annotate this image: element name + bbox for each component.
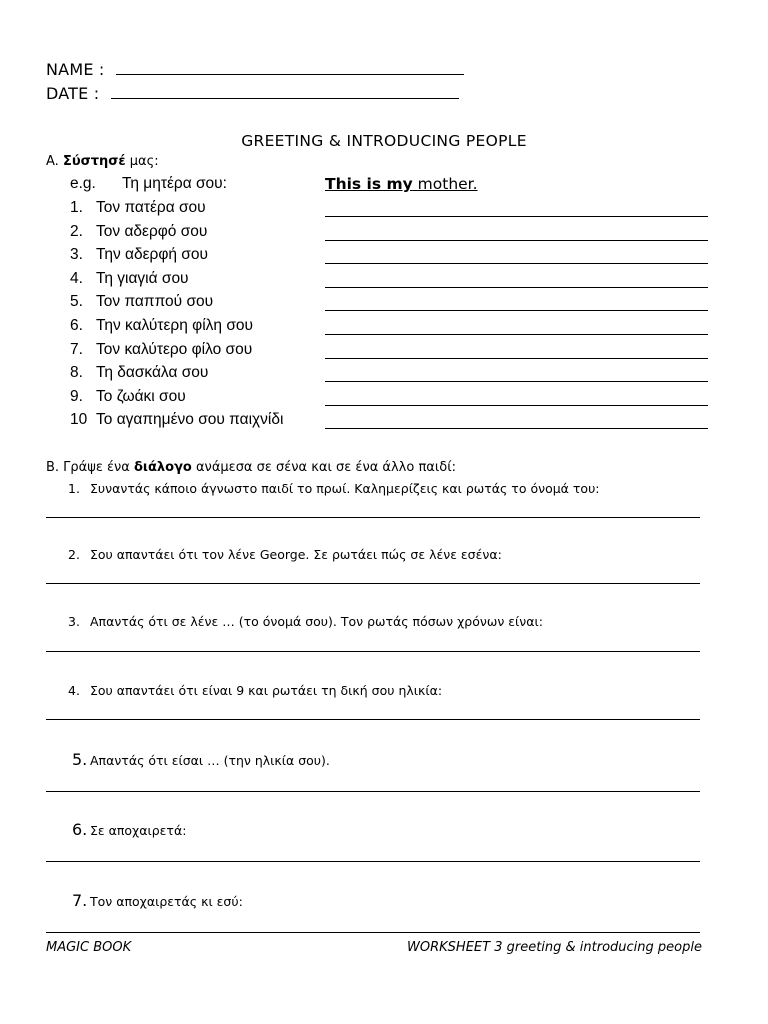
question-text: Απαντάς ότι είσαι … (την ηλικία σου). [90,753,330,768]
section-b-heading: B. Γράψε ένα διάλογο ανάμεσα σε σένα και σε ένα άλλο παιδί: [46,460,456,475]
section-a-item [70,199,206,217]
name-blank[interactable] [116,74,464,75]
question-number: 3. [68,614,80,629]
item-number: 10 [70,411,88,429]
item-number: 9. [70,387,83,405]
item-text: Τη δασκάλα σου [96,364,209,382]
question-text: Σου απαντάει ότι τον λένε George. Σε ρωτάει πώς σε λένε εσένα: [90,547,502,562]
item-text: Τον πατέρα σου [96,199,206,216]
answer-line[interactable] [46,791,700,792]
section-b-question [72,750,330,769]
date-blank[interactable] [111,98,459,99]
question-text: Συναντάς κάποιο άγνωστο παιδί το πρωί. Καλημερίζεις και ρωτάς το όνομά του: [90,481,600,496]
date-label: DATE : [46,84,100,103]
section-b-question [68,481,600,496]
item-number: 5. [70,293,83,311]
section-a-item [70,411,283,429]
section-a-item [70,246,208,264]
section-a-item [70,388,186,406]
question-text: Απαντάς ότι σε λένε … (το όνομά σου). Τον ρωτάς πόσων χρόνων είναι: [90,614,543,629]
answer-line[interactable] [325,358,708,359]
item-text: Την αδερφή σου [96,246,208,264]
item-text: Το αγαπημένο σου παιχνίδι [96,411,284,429]
section-a-item [70,317,253,335]
question-text: Σου απαντάει ότι είναι 9 και ρωτάει τη δική σου ηλικία: [90,683,443,698]
footer-right: WORKSHEET 3 greeting & introducing people [407,940,702,955]
question-number: 1. [68,481,80,496]
item-number: 4. [70,269,83,287]
section-a-item [70,270,189,288]
item-text: Τη γιαγιά σου [96,269,189,287]
section-b-question [68,547,502,562]
item-number: 3. [70,246,83,264]
item-text: Την καλύτερη φίλη σου [96,317,253,334]
answer-line[interactable] [46,583,700,584]
answer-line[interactable] [325,310,708,311]
answer-line[interactable] [46,517,700,518]
question-number: 7. [72,891,88,910]
section-b-question [68,614,543,629]
example-answer: This is my mother. [325,175,478,193]
section-b-question [68,683,442,698]
section-a-heading: A. Σύστησέ μας: [46,154,159,169]
answer-line[interactable] [46,719,700,720]
name-label: NAME : [46,60,105,79]
question-text: Σε αποχαιρετά: [90,823,187,838]
page-title: GREETING & INTRODUCING PEOPLE [241,132,527,150]
item-number: 7. [70,340,83,358]
answer-line[interactable] [325,216,708,217]
section-b-question [72,820,186,839]
footer-left: MAGIC BOOK [46,940,132,955]
question-text: Τον αποχαιρετάς κι εσύ: [90,894,243,909]
example-prompt: e.g. Τη μητέρα σου: [70,175,227,192]
section-b-question [72,891,243,910]
section-a-item [70,341,252,359]
answer-line[interactable] [46,651,700,652]
answer-line[interactable] [325,263,708,264]
question-number: 6. [72,820,88,839]
question-number: 4. [68,683,80,698]
item-number: 2. [70,222,83,240]
answer-line[interactable] [46,861,700,862]
item-text: Τον αδερφό σου [96,222,208,240]
question-number: 5. [72,750,88,769]
item-number: 1. [70,199,83,216]
answer-line[interactable] [325,287,708,288]
answer-line[interactable] [46,932,700,933]
section-a-item [70,223,207,241]
item-text: Τον παππού σου [96,293,214,311]
question-number: 2. [68,547,80,562]
answer-line[interactable] [325,381,708,382]
item-text: Το ζωάκι σου [96,387,186,405]
name-row [46,60,464,79]
item-number: 6. [70,317,83,334]
answer-line[interactable] [325,240,708,241]
section-a-item [70,364,208,382]
answer-line[interactable] [325,334,708,335]
item-text: Τον καλύτερο φίλο σου [96,340,253,358]
section-a-item [70,293,213,311]
date-row [46,84,459,103]
answer-line[interactable] [325,405,708,406]
item-number: 8. [70,364,83,382]
answer-line[interactable] [325,428,708,429]
